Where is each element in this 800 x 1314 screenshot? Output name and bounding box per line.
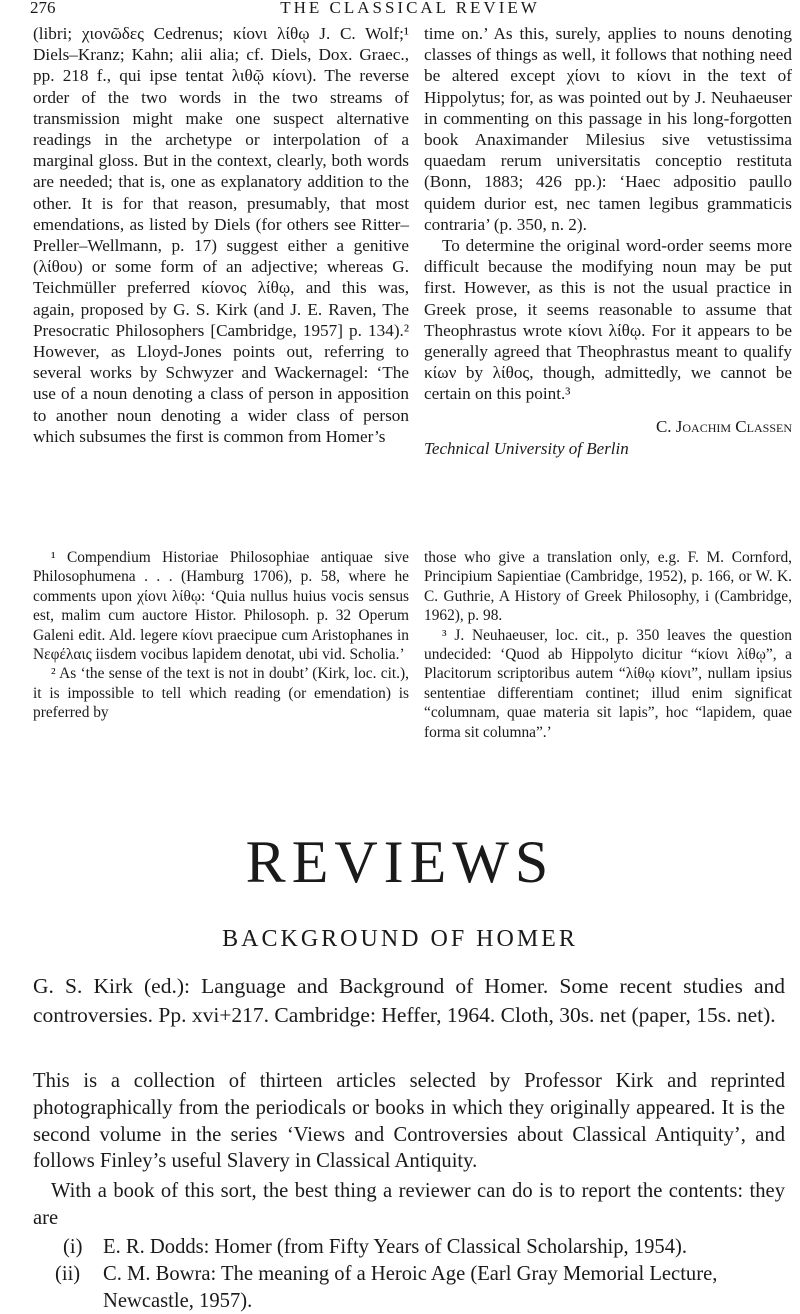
review-paragraph-2: With a book of this sort, the best thing a reviewer can do is to report the contents: they are (33, 1180, 785, 1229)
list-item (33, 1234, 785, 1261)
running-header (30, 0, 790, 20)
footnote-2-continued: those who give a translation only, e.g. F. M. Cornford, Principium Sapientiae (Cambridge, 1952), p. 166, or W. K. C. Guthrie, A History of Greek Philosophy, i (Cambridge, 1962), p. 98. (424, 549, 792, 625)
author-signature: C. Joachim Classen (655, 416, 792, 436)
author-affiliation: Technical University of Berlin (424, 438, 629, 458)
right-column-paragraph-1: time on.’ As this, surely, applies to nouns denoting classes of things as well, it follows that nothing need be altered except χίονι to κίονι in the text of Hippolytus; for, as was pointed out by J. Neuhaeuser in commenting on this passage in his long-forgotten book Anaximander Milesius sive vetustissima quaedam rerum universitatis conceptio restituta (Bonn, 1883; 426 pp.): ‘Haec adpositio paullo quidem durior est, nec tamen legibus grammaticis contraria’ (p. 350, n. 2). (424, 24, 792, 234)
journal-title: THE CLASSICAL REVIEW (280, 0, 540, 17)
footnotes-right (424, 548, 792, 742)
footnotes-left (33, 548, 409, 723)
right-column (424, 23, 792, 459)
footnote-1: ¹ Compendium Historiae Philosophiae antiquae sive Philosophumena . . . (Hamburg 1706), p. 58, where he comments upon χίονι λίθῳ: ‘Quia nullus huius vocis sensus est, malim cum auctore Histor. Philosoph. p. 32 Operum Galeni edit. Ald. legere κίονι praecipue cum Aristophanes in Νεφέλαις iisdem vocibus lapidem denotat, ubi vid. Scholia.’ (33, 549, 409, 664)
review-paragraph-1: This is a collection of thirteen articles selected by Professor Kirk and reprinted photographically from the periodicals or books in which they originally appeared. It is the second volume in the series ‘Views and Controversies about Classical Antiquity’, and follows Finley’s useful Slavery in Classical Antiquity. (33, 1070, 785, 1173)
section-title: BACKGROUND OF HOMER (222, 926, 578, 952)
footnote-2: ² As ‘the sense of the text is not in doubt’ (Kirk, loc. cit.), it is impossible to tell which reading (or emendation) is preferred by (33, 665, 409, 722)
reviews-heading: REVIEWS (245, 829, 555, 895)
right-column-paragraph-2: To determine the original word-order seems more difficult because the modifying noun may be put first. However, as this is not the usual practice in Greek prose, it seems reasonable to assume that Theophrastus wrote κίονι λίθῳ. For it appears to be generally agreed that Theophrastus meant to qualify κίων by λίθος, though, admittedly, we cannot be certain on this point.³ (424, 236, 792, 404)
page-number: 276 (30, 0, 56, 17)
left-column (33, 23, 409, 447)
book-citation: G. S. Kirk (ed.): Language and Background of Homer. Some recent studies and controversies. Pp. xvi+217. Cambridge: Heffer, 1964. Cloth, 30s. net (paper, 15s. net). (33, 974, 785, 1027)
left-column-paragraph: (libri; χιονῶδες Cedrenus; κίονι λίθῳ J. C. Wolf;¹ Diels–Kranz; Kahn; alii alia; cf. Diels, Dox. Graec., pp. 218 f., qui ipse tentat λιθῷ κίονι). The reverse order of the two words in the two streams of transmission might make one suspect alternative readings in the archetype or interpolation of a marginal gloss. But in the context, clearly, both words are needed; that is, one as explanatory addition to the other. It is for that reason, presumably, that most emendations, as listed by Diels (for others see Ritter–Preller–Wellmann, p. 17) suggest either a genitive (λίθου) or some form of an adjective; whereas G. Teichmüller preferred κίονος λίθῳ, and this was, again, proposed by G. S. Kirk (and J. E. Raven, The Presocratic Philosophers [Cambridge, 1957] p. 134).² However, as Lloyd-Jones points out, referring to several works by Schwyzer and Wackernagel: ‘The use of a noun denoting a class of person in apposition to another noun denoting a wider class of person which subsumes the first is common from Homer’s (33, 24, 409, 446)
list-item-text: E. R. Dodds: Homer (from Fifty Years of Classical Scholarship, 1954). (103, 1236, 688, 1258)
list-item-text: C. M. Bowra: The meaning of a Heroic Age (Earl Gray Memorial Lecture, Newcastle, 1957). (103, 1262, 718, 1312)
list-item-number: (ii) (55, 1262, 81, 1285)
list-item (33, 1261, 785, 1314)
list-item-number: (i) (63, 1236, 83, 1258)
contents-list (33, 1234, 785, 1314)
footnote-3: ³ J. Neuhaeuser, loc. cit., p. 350 leaves the question undecided: ‘Quod ab Hippolyto dicitur “κίονι λίθῳ”, a Placitorum scriptoribus autem “λίθῳ κίονι”, nullam ipsius sententiae differentiam continet; illud enim significat “columnam, quae materia sit lapis”, hoc “lapidem, quae forma sit columna”.’ (424, 626, 792, 741)
